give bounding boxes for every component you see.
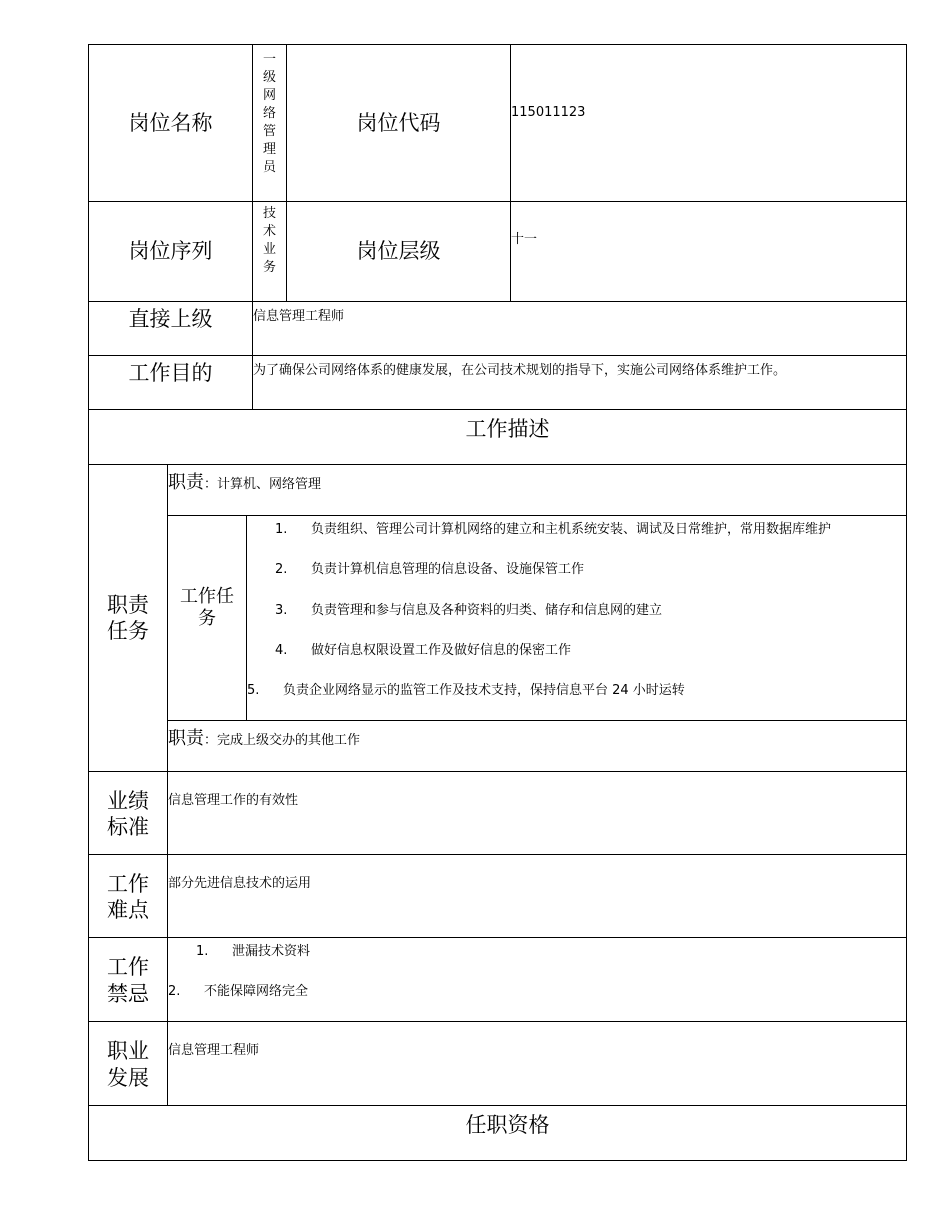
performance-label-line: 标准 bbox=[107, 815, 149, 839]
post-level-label bbox=[286, 201, 511, 302]
duty-1 bbox=[167, 464, 907, 516]
purpose-label-text: 工作目的 bbox=[128, 361, 213, 385]
post-code-text: 115011123 bbox=[511, 104, 586, 120]
post-name-char: 级 bbox=[262, 70, 276, 85]
difficulty-label-line: 工作 bbox=[107, 871, 149, 896]
task-number: 2. bbox=[275, 562, 288, 577]
job-description-title bbox=[88, 409, 907, 465]
duty-2-sep: ： bbox=[204, 733, 218, 748]
post-code-value bbox=[510, 44, 907, 202]
duty-2 bbox=[167, 720, 907, 772]
task-number: 3. bbox=[275, 603, 288, 618]
supervisor-value bbox=[252, 301, 907, 356]
post-name-label bbox=[88, 44, 253, 202]
tasks-list bbox=[246, 515, 907, 721]
supervisor-text: 信息管理工程师 bbox=[253, 309, 345, 324]
taboo-number: 1. bbox=[196, 944, 209, 959]
post-code-label bbox=[286, 44, 511, 202]
task-text: 负责企业网络显示的监管工作及技术支持，保持信息平台 24 小时运转 bbox=[283, 683, 685, 698]
career-value bbox=[167, 1021, 907, 1106]
task-text: 负责组织、管理公司计算机网络的建立和主机系统安装、调试及日常维护，常用数据库维护 bbox=[311, 522, 832, 537]
post-sequence-value bbox=[252, 201, 287, 302]
task-item bbox=[275, 558, 584, 577]
taboo-label-line: 工作 bbox=[107, 955, 149, 980]
purpose-label bbox=[88, 355, 253, 410]
duty-2-text: 完成上级交办的其他工作 bbox=[217, 733, 361, 748]
post-name-char: 络 bbox=[262, 106, 276, 121]
performance-text: 信息管理工作的有效性 bbox=[168, 793, 299, 808]
task-number: 1. bbox=[275, 522, 288, 537]
performance-value bbox=[167, 771, 907, 855]
career-label-line: 发展 bbox=[107, 1065, 149, 1090]
post-name-char: 管 bbox=[262, 124, 276, 139]
career-label bbox=[88, 1021, 168, 1106]
post-name-char: 员 bbox=[262, 160, 276, 175]
task-number: 4. bbox=[275, 643, 288, 658]
task-text: 负责管理和参与信息及各种资料的归类、储存和信息网的建立 bbox=[311, 603, 663, 618]
taboo-label bbox=[88, 937, 168, 1022]
responsibilities-label-line: 职责 bbox=[107, 592, 149, 617]
supervisor-label-text: 直接上级 bbox=[128, 307, 213, 331]
job-description-title-text: 工作描述 bbox=[465, 417, 550, 441]
responsibilities-label bbox=[88, 464, 168, 772]
task-item bbox=[247, 679, 685, 698]
difficulty-label bbox=[88, 854, 168, 938]
post-sequence-char: 务 bbox=[262, 260, 276, 275]
responsibilities-label-line: 任务 bbox=[107, 619, 149, 643]
tasks-label bbox=[167, 515, 247, 721]
post-sequence-label-text: 岗位序列 bbox=[128, 239, 213, 264]
purpose-value bbox=[252, 355, 907, 410]
task-item bbox=[275, 599, 662, 618]
task-text: 负责计算机信息管理的信息设备、设施保管工作 bbox=[311, 562, 585, 577]
taboo-item bbox=[168, 980, 308, 999]
taboo-number: 2. bbox=[168, 984, 181, 999]
duty-1-sep: ： bbox=[204, 477, 218, 492]
performance-label bbox=[88, 771, 168, 855]
post-sequence-char: 业 bbox=[262, 242, 276, 257]
tasks-label-text: 工作任务 bbox=[180, 585, 234, 629]
post-name-label-text: 岗位名称 bbox=[128, 110, 213, 135]
post-sequence-char: 技 bbox=[262, 206, 276, 221]
duty-1-head: 职责 bbox=[168, 472, 204, 493]
taboo-label-line: 禁忌 bbox=[107, 981, 149, 1006]
task-item bbox=[275, 518, 831, 537]
post-name-char: 一 bbox=[262, 52, 276, 67]
taboo-text: 不能保障网络完全 bbox=[204, 984, 309, 999]
duty-1-text: 计算机、网络管理 bbox=[217, 477, 322, 492]
difficulty-label-line: 难点 bbox=[107, 898, 149, 922]
post-sequence-label bbox=[88, 201, 253, 302]
job-description-form bbox=[88, 44, 907, 1161]
qualification-title-text: 任职资格 bbox=[465, 1113, 550, 1137]
task-item bbox=[275, 639, 571, 658]
post-name-char: 理 bbox=[262, 142, 276, 157]
post-level-label-text: 岗位层级 bbox=[356, 239, 441, 264]
task-text: 做好信息权限设置工作及做好信息的保密工作 bbox=[311, 643, 572, 658]
career-text: 信息管理工程师 bbox=[168, 1043, 260, 1058]
performance-label-line: 业绩 bbox=[107, 788, 149, 813]
qualification-title bbox=[88, 1105, 907, 1161]
difficulty-text: 部分先进信息技术的运用 bbox=[168, 876, 312, 891]
post-level-value bbox=[510, 201, 907, 302]
post-sequence-char: 术 bbox=[262, 224, 276, 239]
taboo-item bbox=[196, 940, 310, 959]
post-name-value bbox=[252, 44, 287, 202]
post-code-label-text: 岗位代码 bbox=[356, 110, 441, 135]
post-level-text: 十一 bbox=[511, 232, 538, 248]
task-number: 5. bbox=[247, 683, 260, 698]
taboo-text: 泄漏技术资料 bbox=[232, 944, 311, 959]
purpose-text: 为了确保公司网络体系的健康发展，在公司技术规划的指导下，实施公司网络体系维护工作。 bbox=[253, 363, 787, 378]
career-label-line: 职业 bbox=[107, 1039, 149, 1064]
duty-2-head: 职责 bbox=[168, 728, 204, 749]
difficulty-value bbox=[167, 854, 907, 938]
taboo-list bbox=[167, 937, 907, 1022]
post-name-char: 网 bbox=[262, 88, 276, 103]
supervisor-label bbox=[88, 301, 253, 356]
